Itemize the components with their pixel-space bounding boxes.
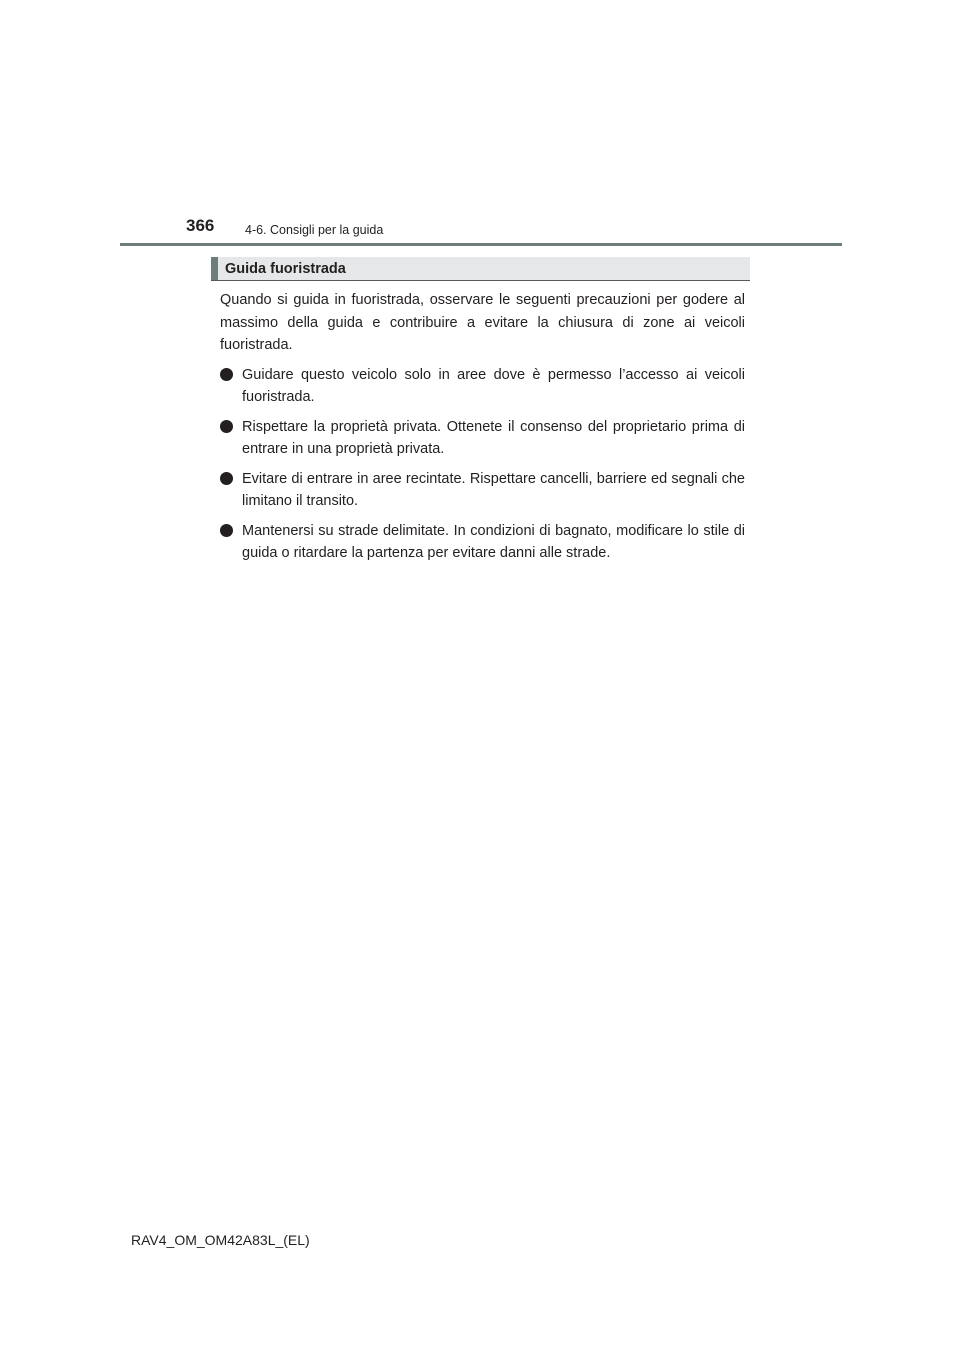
- bullet-icon: [220, 420, 233, 433]
- section-heading-bar: [211, 257, 750, 281]
- bullet-icon: [220, 368, 233, 381]
- intro-paragraph: Quando si guida in fuoristrada, osservare le seguenti precauzioni per godere al massimo della guida e contribuire a evitare la chiusura di zone ai veicoli fuoristrada.: [220, 292, 745, 353]
- list-item: [220, 468, 745, 513]
- list-item: [220, 416, 745, 461]
- list-item-text: Rispettare la proprietà privata. Ottenete il consenso del proprietario prima di entrare in una proprietà privata.: [242, 418, 745, 457]
- list-item: [220, 520, 745, 565]
- list-item-text: Evitare di entrare in aree recintate. Rispettare cancelli, barriere ed segnali che limitano il transito.: [242, 470, 745, 509]
- page-number: 366: [186, 216, 215, 235]
- header-divider: [120, 243, 842, 246]
- heading-accent-bar: [211, 257, 218, 280]
- list-item-text: Mantenersi su strade delimitate. In condizioni di bagnato, modificare lo stile di guida o ritardare la partenza per evitare danni alle strade.: [242, 522, 745, 561]
- main-content: [220, 289, 745, 572]
- manual-code: RAV4_OM_OM42A83L_(EL): [131, 1232, 310, 1248]
- bullet-icon: [220, 472, 233, 485]
- list-item-text: Guidare questo veicolo solo in aree dove è permesso l’accesso ai veicoli fuoristrada.: [242, 366, 745, 405]
- bullet-icon: [220, 524, 233, 537]
- precautions-list: [220, 364, 745, 565]
- list-item: [220, 364, 745, 409]
- section-heading: Guida fuoristrada: [225, 261, 346, 277]
- section-title: 4-6. Consigli per la guida: [245, 223, 384, 237]
